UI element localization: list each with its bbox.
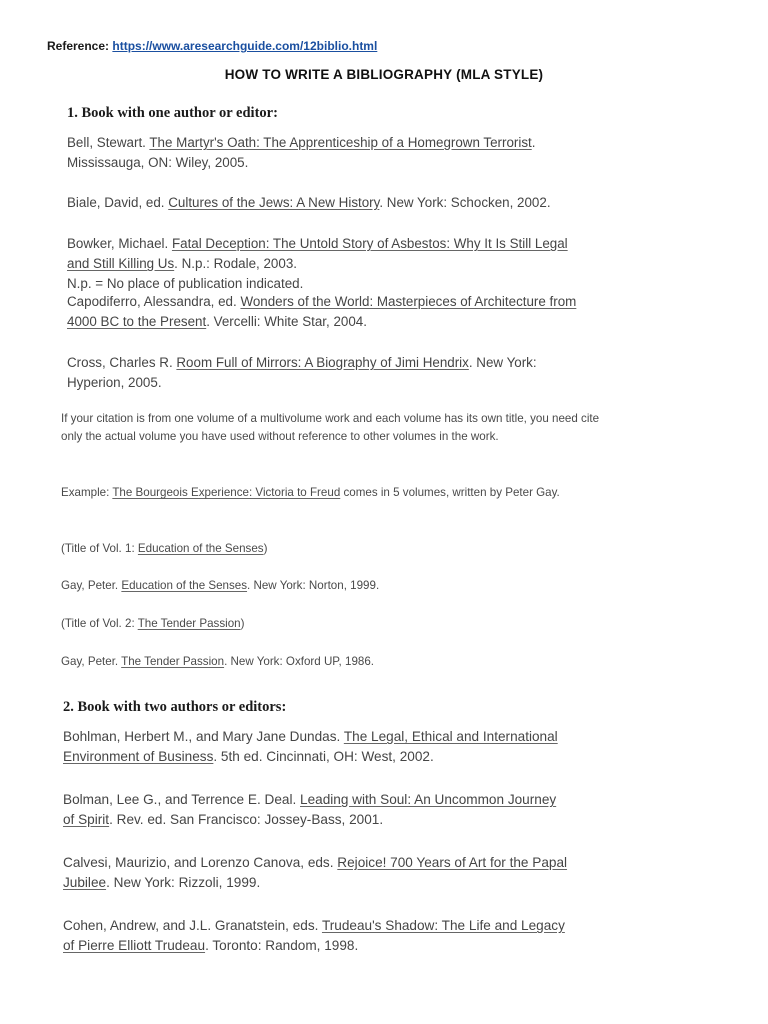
citation-title-cont: 4000 BC to the Present [67,314,207,329]
citation-publisher: . New York: Rizzoli, 1999. [106,875,261,890]
reference-line [47,39,377,53]
page-title: HOW TO WRITE A BIBLIOGRAPHY (MLA STYLE) [224,67,544,82]
citation-title: Cultures of the Jews: A New History [168,195,380,210]
citation-publisher: . Rev. ed. San Francisco: Jossey-Bass, 2001. [109,812,384,827]
citation-cohen [63,916,633,956]
volume-label: (Title of Vol. 2: [61,617,138,630]
citation-bell [67,133,627,173]
citation-title: The Tender Passion [121,655,225,668]
citation-title: Trudeau's Shadow: The Life and Legacy [321,918,565,933]
citation-title: Wonders of the World: Masterpieces of Architecture from [240,294,577,309]
example-text: comes in 5 volumes, written by Peter Gay. [340,486,560,499]
citation-bolman [63,790,633,830]
section-1-heading: 1. Book with one author or editor: [67,105,278,121]
citation-title: The Legal, Ethical and International [343,729,558,744]
multivolume-paragraph: If your citation is from one volume of a multivolume work and each volume has its own title, you need cite only the actual volume you have used without reference to other volumes in the work. [61,412,600,443]
citation-title-cont: of Spirit [63,812,110,827]
citation-publisher: . Vercelli: White Star, 2004. [206,314,367,329]
citation-bohlman [63,727,633,767]
citation-title-cont: Jubilee [63,875,107,890]
citation-title: Education of the Senses [121,579,248,592]
citation-author: Bohlman, Herbert M., and Mary Jane Dundas. [63,729,344,744]
citation-punct: . New York: [468,355,537,370]
citation-gay-1 [61,577,621,595]
citation-title-cont: Environment of Business [63,749,214,764]
citation-author: Bolman, Lee G., and Terrence E. Deal. [63,792,301,807]
volume-2-title [61,615,621,633]
citation-capodiferro [67,292,647,332]
citation-gay-2 [61,653,621,671]
citation-author: Cohen, Andrew, and J.L. Granatstein, eds. [63,918,322,933]
citation-bowker [67,234,647,294]
citation-author: Bowker, Michael. [67,236,172,251]
citation-publisher: . New York: Oxford UP, 1986. [224,655,375,668]
citation-publisher: Hyperion, 2005. [67,375,162,390]
citation-title-cont: of Pierre Elliott Trudeau [63,938,206,953]
example-title: The Bourgeois Experience: Victoria to Freud [112,486,341,499]
citation-punct: . [531,135,536,150]
citation-author: Gay, Peter. [61,579,122,592]
citation-author: Bell, Stewart. [67,135,150,150]
volume-title: Education of the Senses [137,542,264,555]
citation-author: Biale, David, ed. [67,195,169,210]
volume-label: (Title of Vol. 1: [61,542,138,555]
citation-publisher: Mississauga, ON: Wiley, 2005. [67,155,249,170]
citation-calvesi [63,853,633,893]
citation-title: The Martyr's Oath: The Apprenticeship of a Homegrown Terrorist [149,135,532,150]
citation-biale [67,193,627,213]
citation-publisher: . New York: Norton, 1999. [247,579,380,592]
citation-title: Room Full of Mirrors: A Biography of Jimi Hendrix [176,355,469,370]
citation-title-cont: and Still Killing Us [67,256,175,271]
reference-label: Reference: [47,39,110,53]
citation-publisher: . N.p.: Rodale, 2003. [174,256,297,271]
citation-title: Rejoice! 700 Years of Art for the Papal [337,855,568,870]
citation-publisher: . Toronto: Random, 1998. [205,938,359,953]
citation-author: Gay, Peter. [61,655,122,668]
citation-author: Calvesi, Maurizio, and Lorenzo Canova, eds. [63,855,338,870]
volume-1-title [61,540,621,558]
citation-author: Capodiferro, Alessandra, ed. [67,294,241,309]
citation-publisher: . New York: Schocken, 2002. [379,195,551,210]
citation-author: Cross, Charles R. [67,355,177,370]
section-2-heading: 2. Book with two authors or editors: [63,699,287,715]
citation-publisher: . 5th ed. Cincinnati, OH: West, 2002. [213,749,434,764]
reference-link[interactable]: https://www.aresearchguide.com/12biblio.html [112,39,378,53]
citation-title: Fatal Deception: The Untold Story of Asbestos: Why It Is Still Legal [171,236,568,251]
volume-paren: ) [240,617,245,630]
volume-title: The Tender Passion [137,617,241,630]
multivolume-example [61,484,591,502]
volume-paren: ) [263,542,268,555]
citation-cross [67,353,627,393]
example-label: Example: [61,486,113,499]
citation-note: N.p. = No place of publication indicated. [67,276,304,291]
citation-title: Leading with Soul: An Uncommon Journey [300,792,557,807]
